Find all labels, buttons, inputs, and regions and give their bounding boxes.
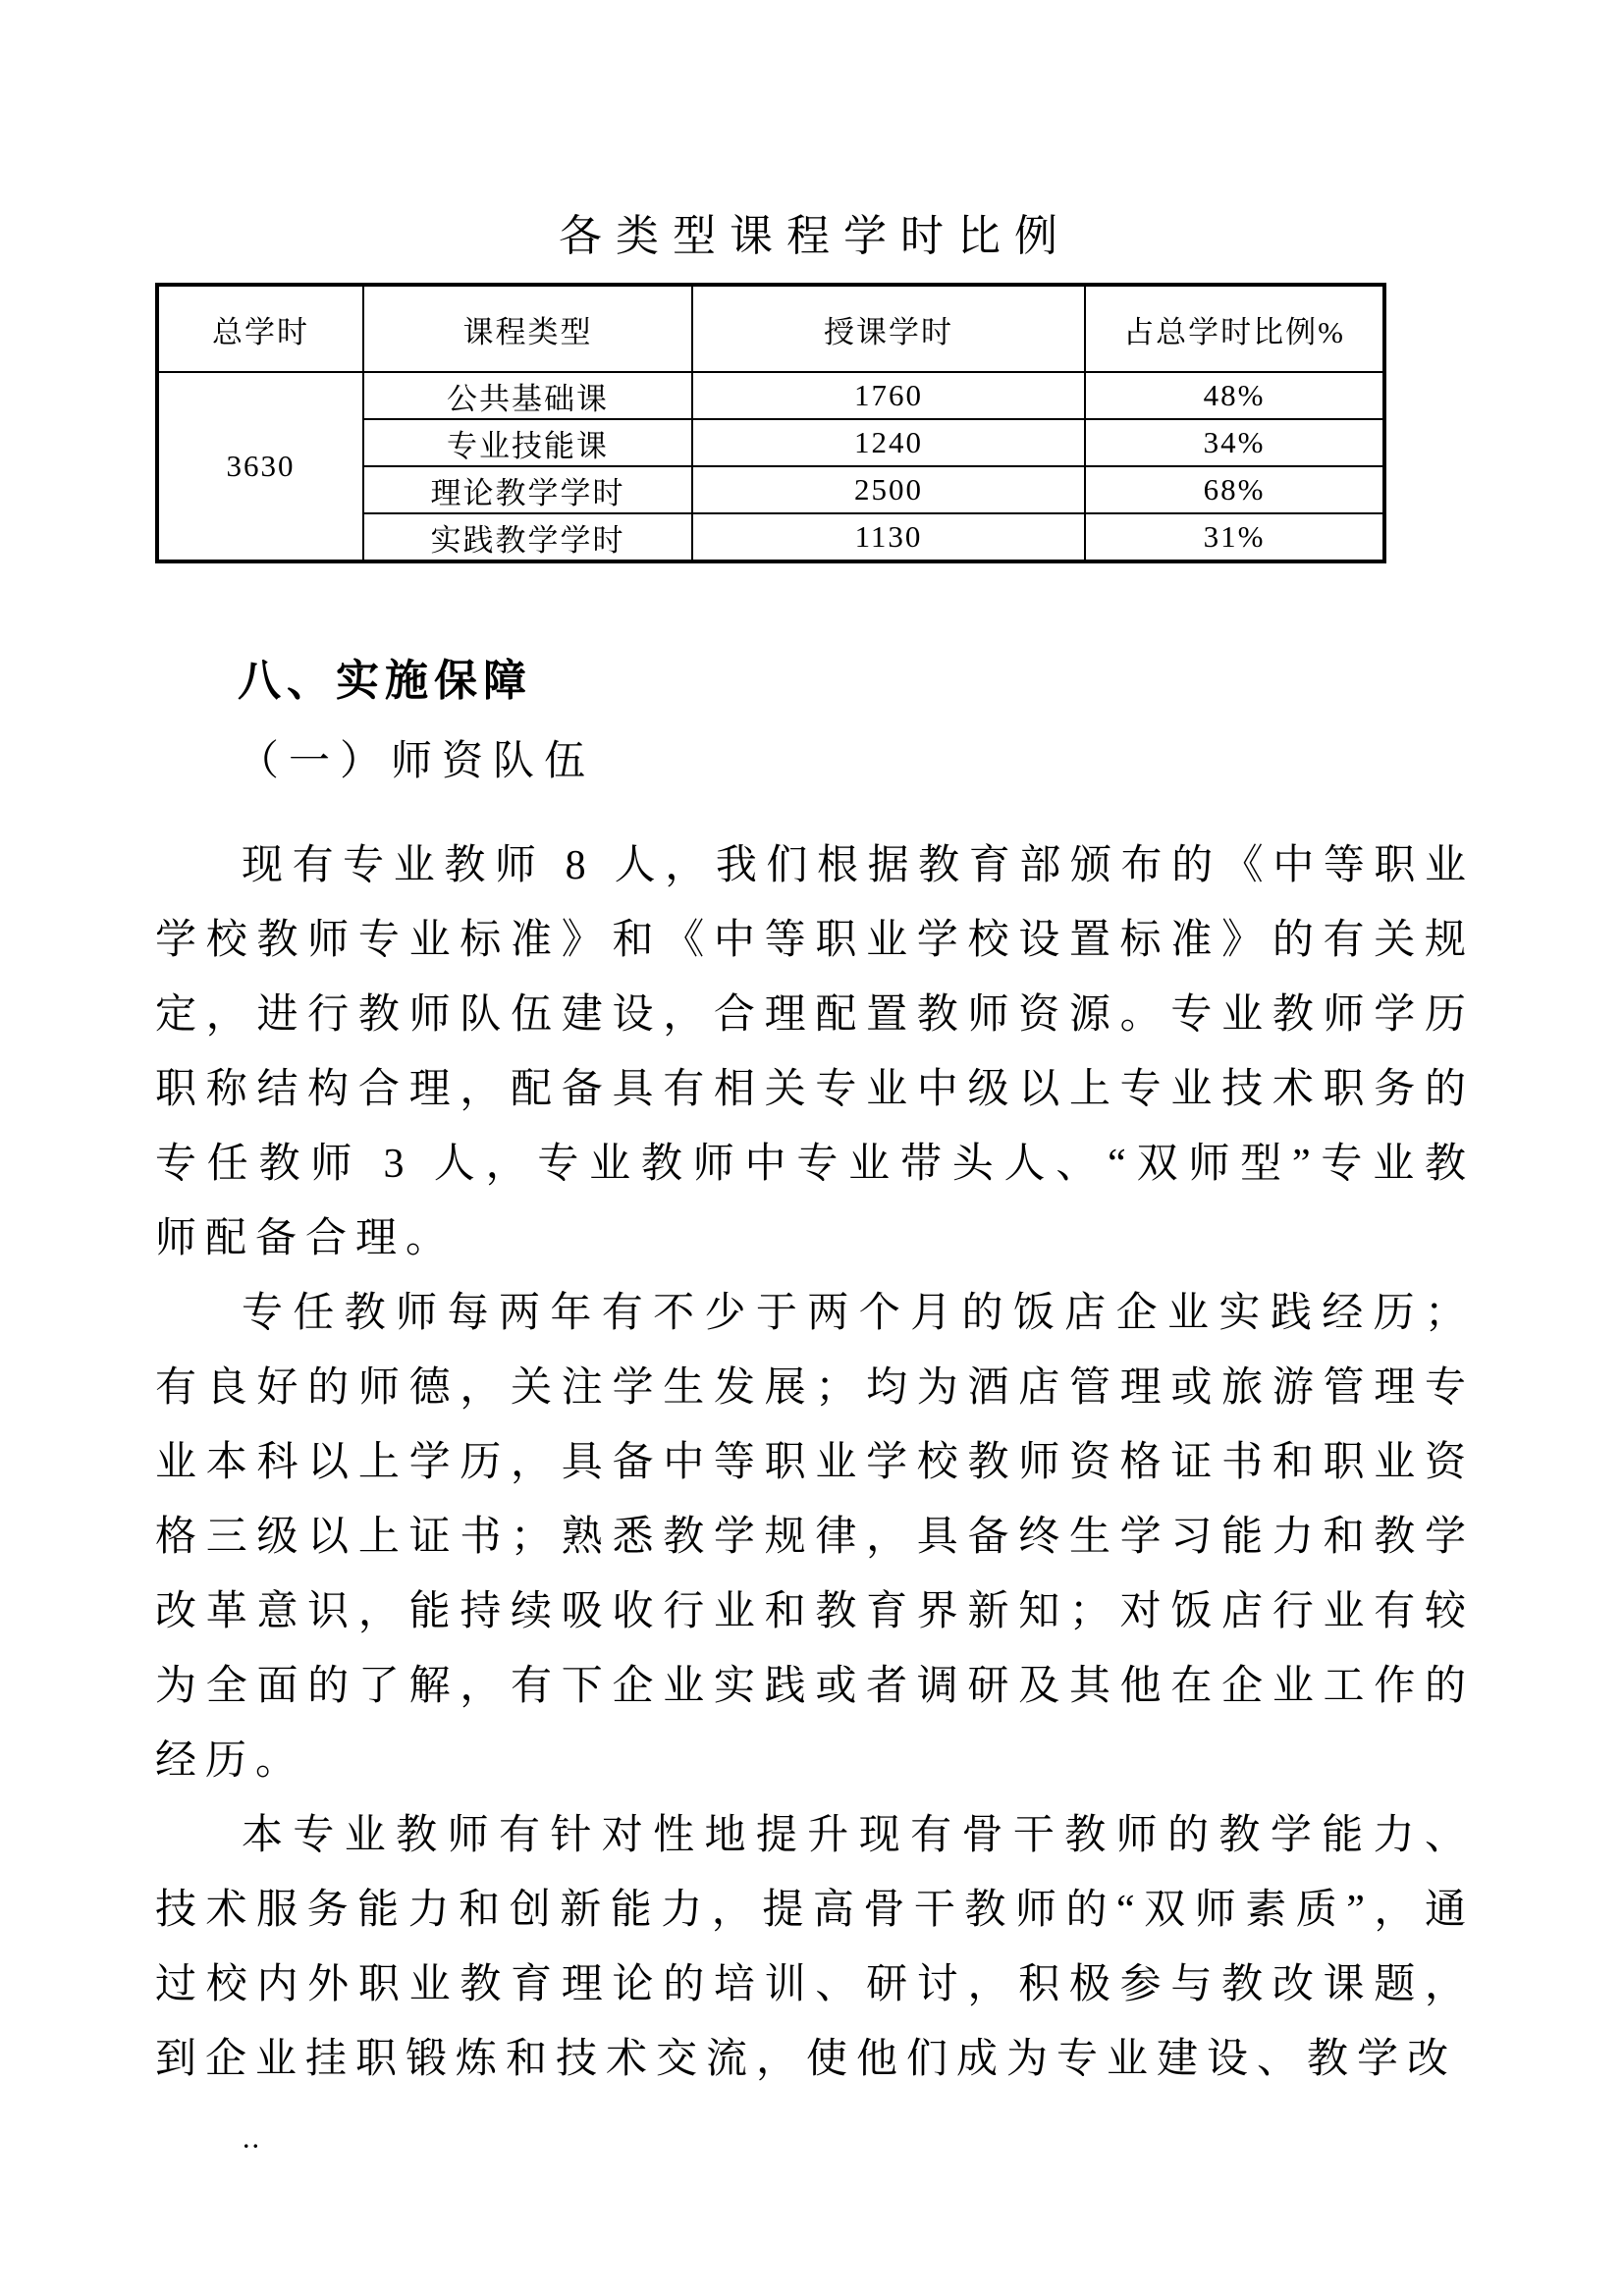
body-text-block bbox=[155, 828, 1475, 2097]
col-header-course-type: 课程类型 bbox=[363, 285, 692, 372]
course-type-cell: 实践教学学时 bbox=[363, 513, 692, 561]
body-paragraph: 现有专业教师 8 人，我们根据教育部颁布的《中等职业学校教师专业标准》和《中等职业学校设置标准》的有关规定，进行教师队伍建设，合理配置教师资源。专业教师学历职称结构合理，配备具有相关专业中级以上专业技术职务的专任教师 3 人，专业教师中专业带头人、“双师型”专业教师配备合理。 bbox=[155, 843, 1475, 1261]
col-header-percent: 占总学时比例% bbox=[1085, 285, 1384, 372]
footer-mark: .. bbox=[244, 2128, 262, 2153]
hours-cell: 1240 bbox=[692, 419, 1085, 466]
course-type-cell: 公共基础课 bbox=[363, 372, 692, 419]
subsection-heading: （一）师资队伍 bbox=[238, 739, 596, 784]
percent-cell: 48% bbox=[1085, 372, 1384, 419]
col-header-total-hours: 总学时 bbox=[157, 285, 363, 372]
section-heading: 八、实施保障 bbox=[238, 657, 532, 705]
course-type-cell: 专业技能课 bbox=[363, 419, 692, 466]
percent-cell: 31% bbox=[1085, 513, 1384, 561]
body-paragraph: 本专业教师有针对性地提升现有骨干教师的教学能力、技术服务能力和创新能力，提高骨干教师的“双师素质”，通过校内外职业教育理论的培训、研讨，积极参与教改课题，到企业挂职锻炼和技术交流，使他们成为专业建设、教学改 bbox=[155, 1813, 1475, 2082]
body-paragraph: 专任教师每两年有不少于两个月的饭店企业实践经历；有良好的师德，关注学生发展；均为酒店管理或旅游管理专业本科以上学历，具备中等职业学校教师资格证书和职业资格三级以上证书；熟悉教学规律，具备终生学习能力和教学改革意识，能持续吸收行业和教育界新知；对饭店行业有较为全面的了解，有下企业实践或者调研及其他在企业工作的经历。 bbox=[155, 1291, 1475, 1784]
course-type-cell: 理论教学学时 bbox=[363, 466, 692, 513]
course-hours-table bbox=[155, 283, 1386, 563]
table-title: 各类型课程学时比例 bbox=[559, 212, 1071, 260]
table-header-row bbox=[157, 285, 1384, 372]
total-hours-cell: 3630 bbox=[157, 372, 363, 561]
table-row bbox=[157, 372, 1384, 419]
percent-cell: 68% bbox=[1085, 466, 1384, 513]
hours-cell: 1130 bbox=[692, 513, 1085, 561]
hours-cell: 2500 bbox=[692, 466, 1085, 513]
col-header-teaching-hours: 授课学时 bbox=[692, 285, 1085, 372]
hours-cell: 1760 bbox=[692, 372, 1085, 419]
percent-cell: 34% bbox=[1085, 419, 1384, 466]
